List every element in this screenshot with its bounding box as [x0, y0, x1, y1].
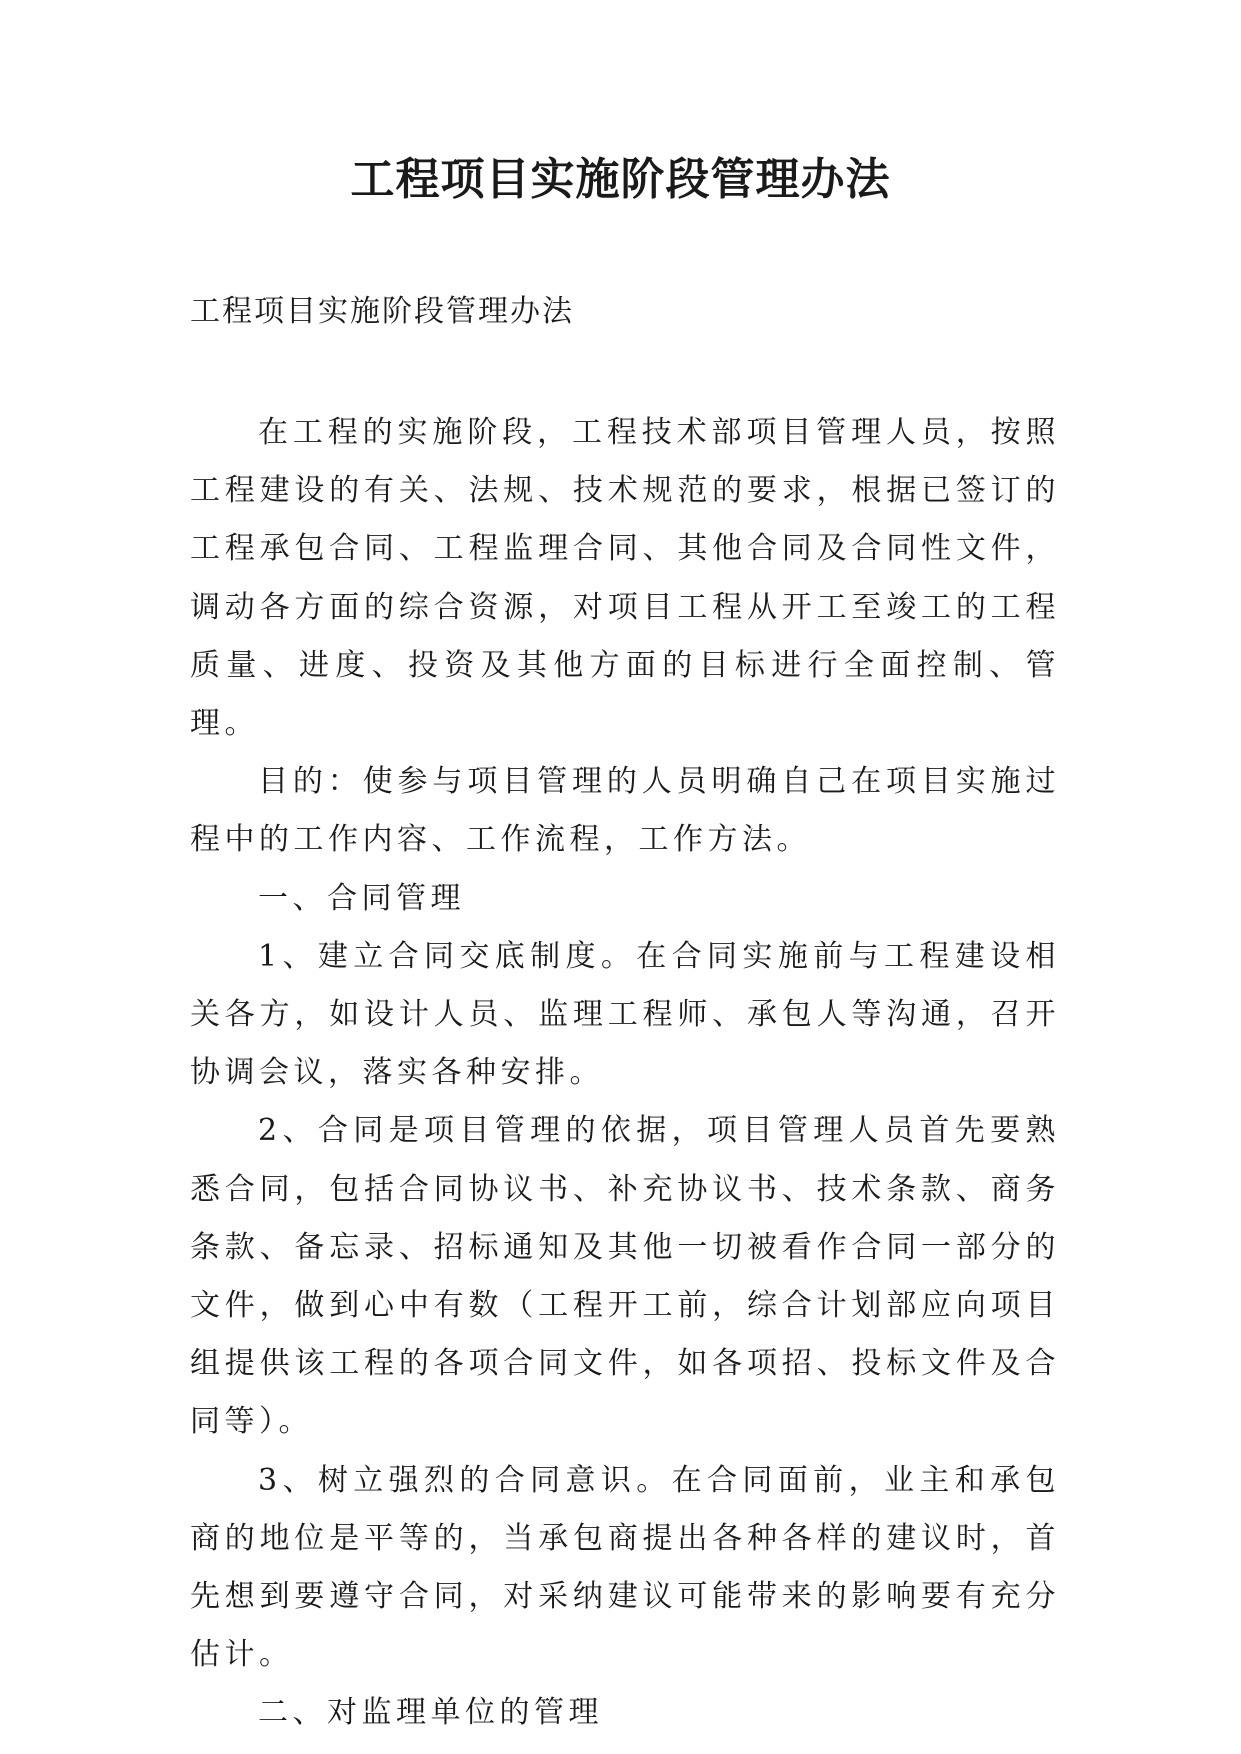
- paragraph-item-3: 3、树立强烈的合同意识。在合同面前，业主和承包商的地位是平等的，当承包商提出各种各样的建议时，首先想到要遵守合同，对采纳建议可能带来的影响要有充分估计。: [190, 1462, 1060, 1673]
- document-subtitle: 工程项目实施阶段管理办法: [190, 294, 574, 329]
- paragraph-purpose: 目的：使参与项目管理的人员明确自己在项目实施过程中的工作内容、工作流程，工作方法。: [190, 764, 1060, 858]
- document-title: 工程项目实施阶段管理办法: [350, 154, 891, 205]
- paragraph-item-1: 1、建立合同交底制度。在合同实施前与工程建设相关各方，如设计人员、监理工程师、承包人等沟通，召开协调会议，落实各种安排。: [190, 938, 1060, 1091]
- paragraph-item-2: 2、合同是项目管理的依据，项目管理人员首先要熟悉合同，包括合同协议书、补充协议书、技术条款、商务条款、备忘录、招标通知及其他一切被看作合同一部分的文件，做到心中有数（工程开工前，综合计划部应向项目组提供该工程的各项合同文件，如各项招、投标文件及合同等）。: [190, 1113, 1060, 1440]
- section-heading-supervision-management: 二、对监理单位的管理: [258, 1695, 603, 1731]
- document-body: [190, 404, 1060, 1743]
- section-heading-contract-management: 一、合同管理: [258, 880, 465, 916]
- paragraph-intro: 在工程的实施阶段，工程技术部项目管理人员，按照工程建设的有关、法规、技术规范的要求，根据已签订的工程承包合同、工程监理合同、其他合同及合同性文件，调动各方面的综合资源，对项目工程从开工至竣工的工程质量、进度、投资及其他方面的目标进行全面控制、管理。: [190, 415, 1060, 742]
